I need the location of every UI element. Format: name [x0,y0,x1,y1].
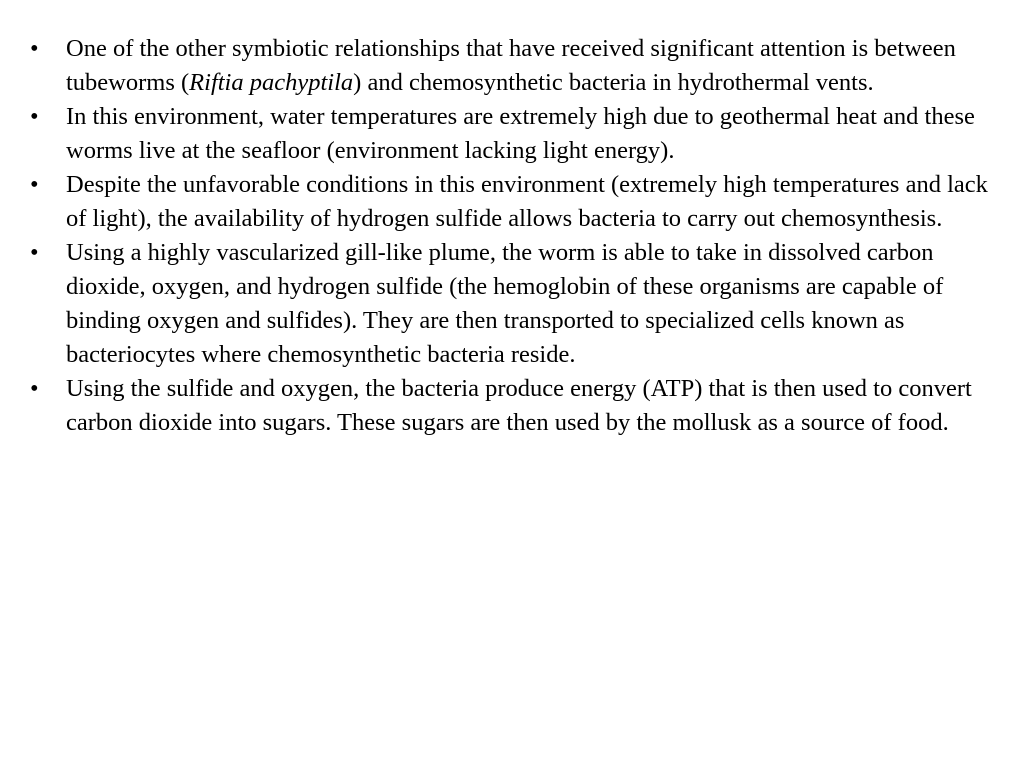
bullet-text-part: One of the other symbiotic relationships that have received significant attention is between tubeworms ( [66,35,956,96]
bullet-text [66,35,956,96]
bullet-item-5 [30,372,990,440]
bullet-item-1 [30,32,990,100]
bullet-text: In this environment, water temperatures are extremely high due to geothermal heat and these worms live at the seafloor (environment lacking light energy). [66,103,975,164]
bullet-text-part: ) and chemosynthetic bacteria in hydrothermal vents. [353,69,874,96]
species-name: Riftia pachyptila [189,69,354,96]
bullet-text: Using a highly vascularized gill-like plume, the worm is able to take in dissolved carbon dioxide, oxygen, and hydrogen sulfide (the hemoglobin of these organisms are capable of binding oxygen and sulfides). They are then transported to specialized cells known as bacteriocytes where chemosynthetic bacteria reside. [66,239,944,368]
bullet-list [30,32,990,440]
bullet-text: Despite the unfavorable conditions in this environment (extremely high temperatures and lack of light), the availability of hydrogen sulfide allows bacteria to carry out chemosynthesis. [66,171,988,232]
bullet-marker: • [30,171,39,198]
bullet-marker: • [30,375,39,402]
bullet-text: Using the sulfide and oxygen, the bacteria produce energy (ATP) that is then used to convert carbon dioxide into sugars. These sugars are then used by the mollusk as a source of food. [66,375,972,436]
bullet-marker: • [30,103,39,130]
bullet-item-2 [30,100,990,168]
bullet-marker: • [30,239,39,266]
bullet-item-3 [30,168,990,236]
bullet-item-4 [30,236,990,372]
bullet-marker: • [30,35,39,62]
